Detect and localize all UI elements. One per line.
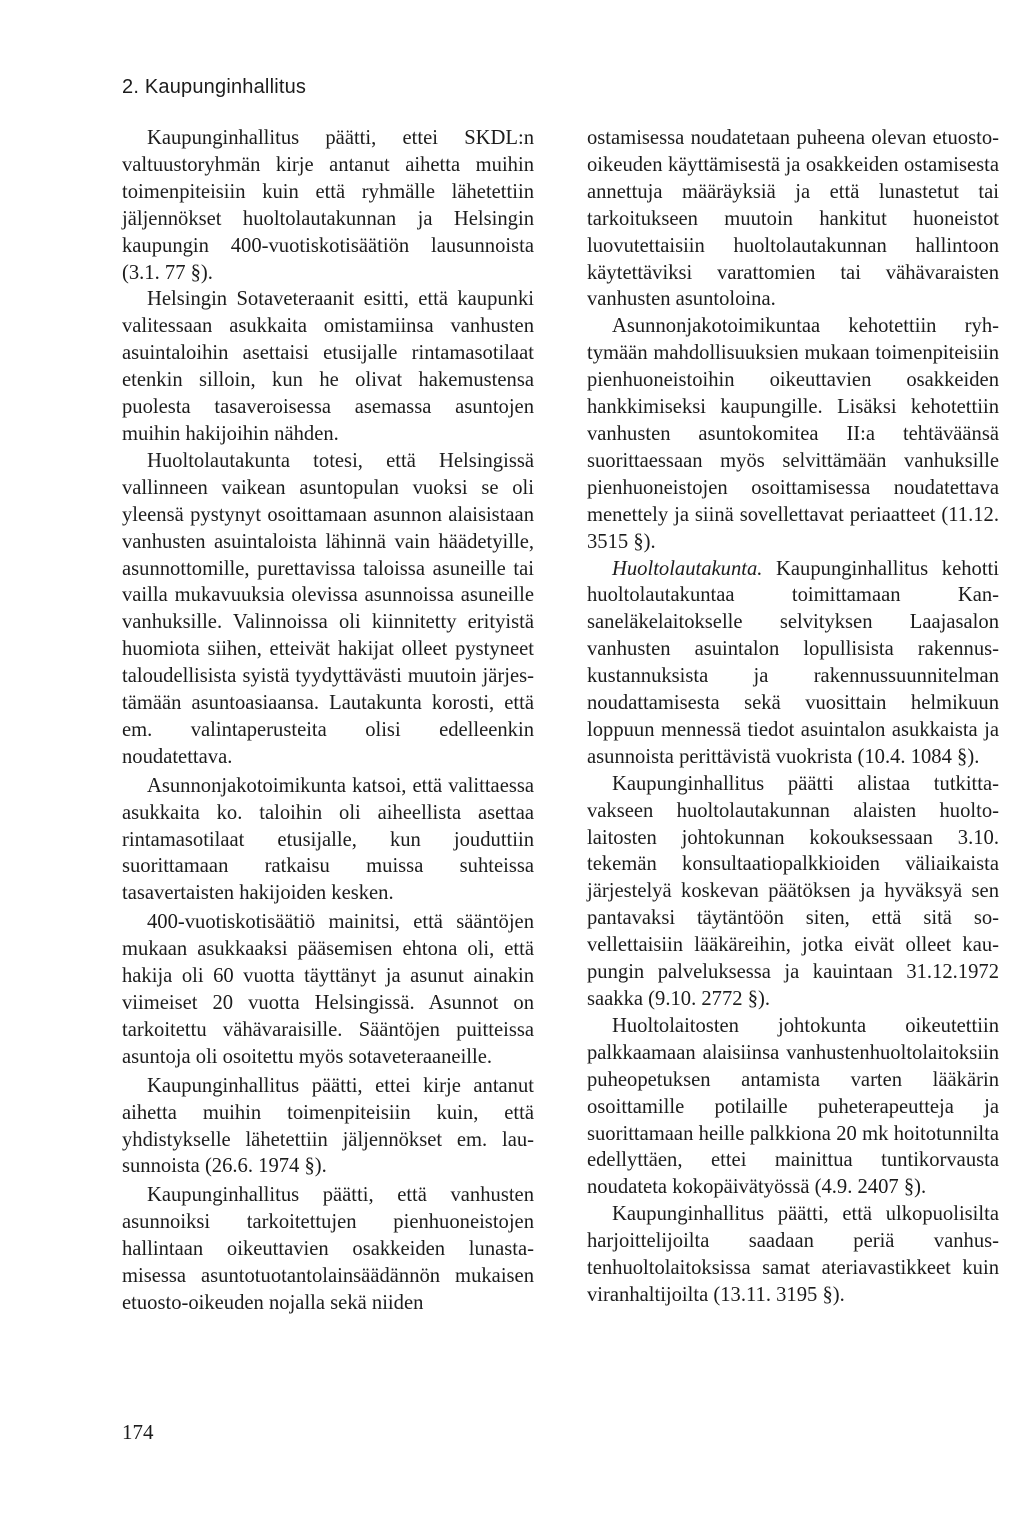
paragraph: Huoltolautakunta totesi, että Helsingissä vallinneen vaikean asuntopulan vuoksi se oli yleensä pystynyt osoittamaan asunnon alaisistaan vanhusten asuintaloista lähinnä vain häädetyille, asunnottomille, purettavissa taloissa asuneille tai vailla mukavuuksia olevissa asunnoissa asuneille vanhuksille. Valinnoissa oli kiinnitetty erityistä huomiota siihen, etteivät hakijat olleet pystyneet taloudellisista syistä tyydyttävästi muutoin järjestämään asuntoasiaansa. Lautakunta korosti, että em. valintaperusteita olisi edelleenkin noudatettava. xyxy=(122,449,534,768)
paragraph-text: Kaupunginhallitus kehotti huoltolautakuntaa toimittamaan Kansaneläkelaitokselle selvityksen Laajasalon vanhusten asuintalon lopullisista rakennuskustannuksista ja rakennussuunnitelman noudattamisesta sekä vuosittain helmikuun loppuun mennessä tiedot asuintalon asukkaista ja asunnoista perittävistä vuokrista (10.4. 1084 §). xyxy=(587,557,999,768)
paragraph: Huoltolaitosten johtokunta oikeutettiin palkkaamaan alaisiinsa vanhustenhuoltolaitoksiin puheopetuksen antamista varten lääkärin osoittamille potilaille puheterapeutteja ja suorittamaan heille palkkiona 20 mk hoitotunnilta edellyttäen, ettei mainittua tuntikorvausta noudateta kokopäivätyössä (4.9. 2407 §). xyxy=(587,1014,999,1199)
paragraph: Kaupunginhallitus päätti alistaa tutkittavakseen huoltolautakunnan alaisten huoltolaitosten johtokunnan kokouksessaan 3.10. tekemän konsultaatiopalkkioiden väliaikaista järjestelyä koskevan päätöksen ja hyväksyä sen pantavaksi täytäntöön siten, että sitä sovellettaisiin lääkäreihin, jotka eivät olleet kaupungin palveluksessa ja kauintaan 31.12.1972 saakka (9.10. 2772 §). xyxy=(587,772,999,1010)
paragraph: Asunnonjakotoimikunta katsoi, että valittaessa asukkaita ko. taloihin oli aiheellista asettaa rintamasotilaat etusijalle, kun jouduttiin suorittamaan ratkaisu muissa suhteissa tasavertaisten hakijoiden kesken. xyxy=(122,774,534,905)
paragraph-continuation: ostamisessa noudatetaan puheena olevan etuosto-oikeuden käyttämisestä ja osakkeiden ostamisesta annettuja määräyksiä ja että lunastetut tai tarkoitukseen muutoin hankitut huoneistot luovutettaisiin huoltolautakunnan hallintoon käytettäviksi varattomien tai vähävaraisten vanhusten asuntoloina. xyxy=(587,127,999,311)
paragraph: Helsingin Sotaveteraanit esitti, että kaupunki valitessaan asukkaita omistamiinsa vanhusten asuintaloihin asettaisi etusijalle rintamasotilaat etenkin silloin, kun he olivat hakemustensa puolesta tasaveroisessa asemassa asuntojen muihin hakijoihin nähden. xyxy=(122,288,534,445)
paragraph: Kaupunginhallitus päätti, että ulkopuolisilta harjoittelijoilta saadaan periä vanhustenhuoltolaitoksissa samat ateriavastikkeet kuin viranhaltijoilta (13.11. 3195 §). xyxy=(587,1203,999,1306)
section-heading: Huoltolautakunta. xyxy=(612,557,763,580)
right-column xyxy=(587,125,999,1309)
left-column xyxy=(122,125,534,1317)
paragraph: Asunnonjakotoimikuntaa kehotettiin ryhtymään mahdollisuuksien mukaan toimenpiteisiin pienhuoneistoihin oikeuttavien osakkeiden hankkimiseksi kaupungille. Lisäksi kehotettiin vanhusten asuntokomitea II:a tehtäväänsä suorittaessaan myös selvittämään vanhuksille pienhuoneistojen osoittamisessa noudatettava menettely ja siinä sovellettavat periaatteet (11.12. 3515 §). xyxy=(587,315,999,553)
paragraph: Kaupunginhallitus päätti, ettei SKDL:n valtuustoryhmän kirje antanut aihetta muihin toimenpiteisiin kuin että ryhmälle lähetettiin jäljennökset huoltolautakunnan ja Helsingin kaupungin 400-vuotiskotisäätiön lausunnoista (3.1. 77 §). xyxy=(122,127,534,284)
paragraph: Kaupunginhallitus päätti, että vanhusten asunnoiksi tarkoitettujen pienhuoneistojen hallintaan oikeuttavien osakkeiden lunastamisessa asuntotuotantolainsäädännön mukaisen etuosto-oikeuden nojalla sekä niiden xyxy=(122,1184,534,1314)
paragraph: 400-vuotiskotisäätiö mainitsi, että sääntöjen mukaan asukkaaksi pääsemisen ehtona oli, että hakija oli 60 vuotta täyttänyt ja asunut ainakin viimeiset 20 vuotta Helsingissä. Asunnot on tarkoitettu vähävaraisille. Sääntöjen puitteissa asuntoja oli osoitettu myös sotaveteraaneille. xyxy=(122,911,534,1068)
paragraph-huoltolautakunta xyxy=(587,556,999,771)
page-number: 174 xyxy=(122,1420,154,1444)
running-head: 2. Kaupunginhallitus xyxy=(122,76,307,98)
paragraph: Kaupunginhallitus päätti, ettei kirje antanut aihetta muihin toimenpiteisiin kuin, että yhdistykselle lähetettiin jäljennökset em. lausunnoista (26.6. 1974 §). xyxy=(122,1074,534,1178)
